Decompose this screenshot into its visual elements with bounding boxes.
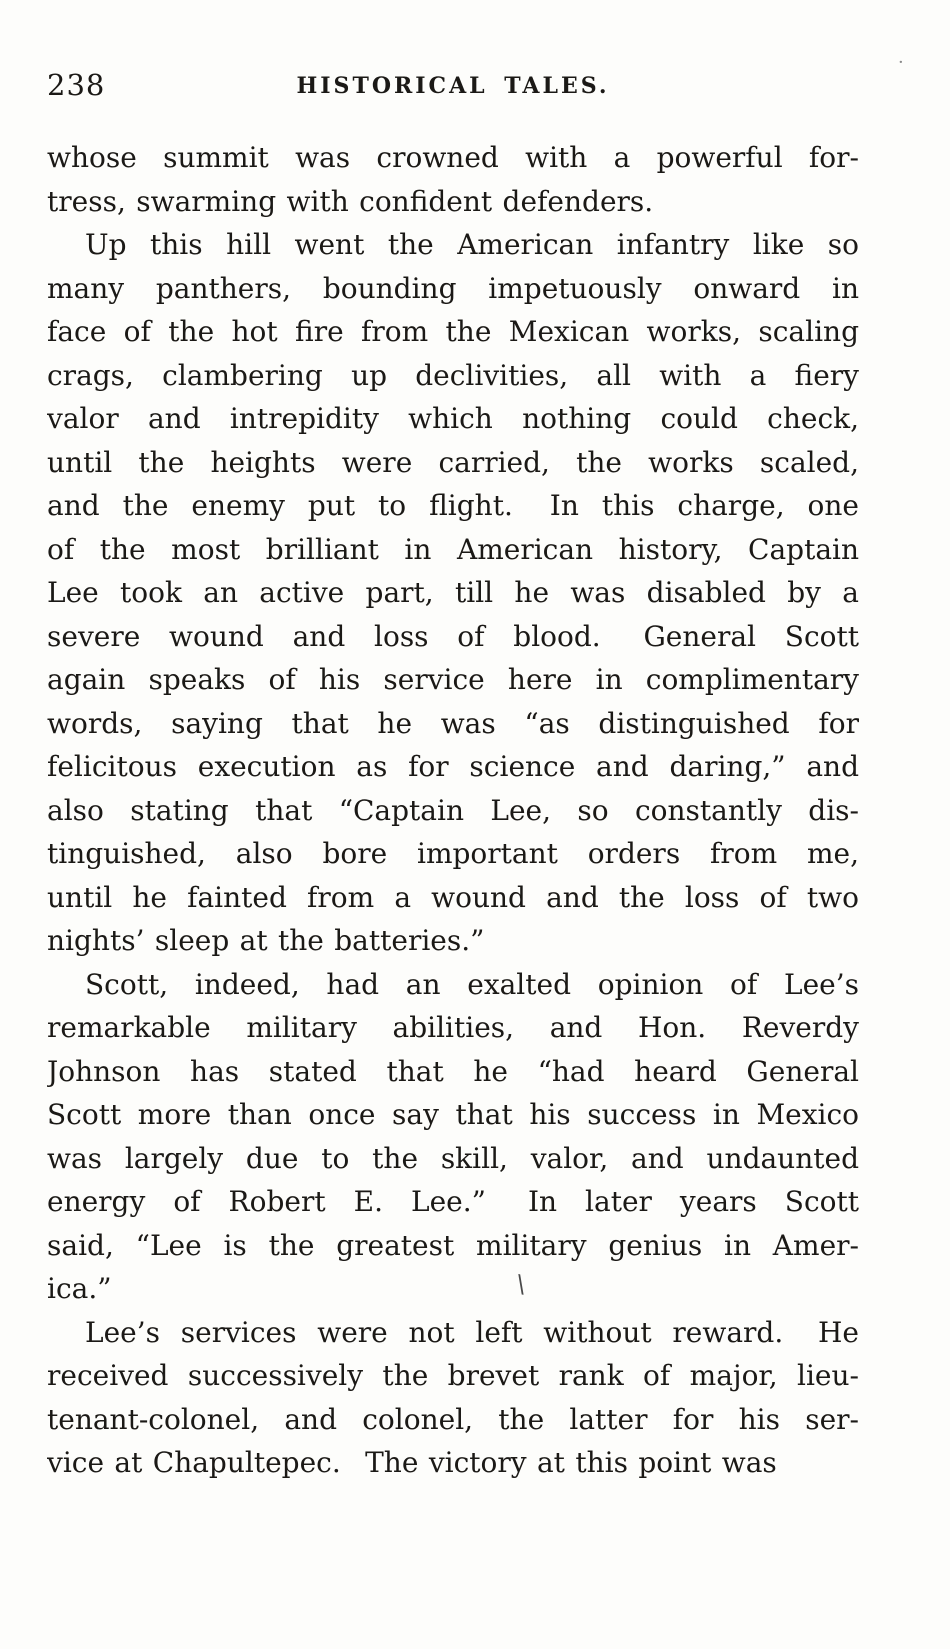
text-line: valor and intrepidity which nothing could check, [47, 402, 859, 435]
text-line: until he fainted from a wound and the loss of two [47, 880, 859, 914]
text-line: received successively the brevet rank of major, lieu- [47, 1359, 859, 1392]
text-line: felicitous execution as for science and daring,” and [47, 750, 859, 783]
text-line: of the most brilliant in American history, Captain [47, 532, 859, 566]
page-body [47, 136, 859, 1485]
text-line: until the heights were carried, the works scaled, [47, 445, 859, 479]
text-line: words, saying that he was “as distinguished for [47, 706, 859, 740]
text-line: whose summit was crowned with a powerful for- [47, 141, 859, 174]
text-line: vice at Chapultepec. The victory at this point was [47, 1446, 777, 1479]
scan-artifact-dot: · [898, 52, 904, 73]
scan-artifact-slash: \ [515, 1269, 528, 1299]
text-line: tinguished, also bore important orders from me, [47, 837, 859, 870]
text-line: tress, swarming with confident defenders. [47, 184, 654, 218]
text-line: again speaks of his service here in complimentary [47, 663, 859, 696]
text-line: and the enemy put to flight. In this charge, one [47, 489, 859, 522]
text-line: Lee’s services were not left without reward. He [85, 1315, 859, 1349]
text-line: was largely due to the skill, valor, and undaunted [47, 1141, 859, 1175]
text-line: Up this hill went the American infantry like so [85, 228, 859, 261]
text-line: said, “Lee is the greatest military genius in Amer- [47, 1228, 859, 1262]
text-line: Scott more than once say that his success in Mexico [47, 1098, 859, 1131]
text-line: Lee took an active part, till he was disabled by a [47, 576, 859, 609]
text-line: crags, clambering up declivities, all with a fiery [47, 358, 859, 392]
text-line: nights’ sleep at the batteries.” [47, 924, 485, 957]
text-line: Scott, indeed, had an exalted opinion of Lee’s [85, 967, 859, 1001]
text-line: face of the hot fire from the Mexican works, scaling [47, 315, 859, 348]
text-line: ica.” [47, 1272, 112, 1305]
text-line: Johnson has stated that he “had heard General [47, 1054, 859, 1088]
text-line: tenant-colonel, and colonel, the latter for his ser- [47, 1402, 859, 1436]
book-page [47, 0, 859, 1649]
text-line: energy of Robert E. Lee.” In later years Scott [47, 1185, 859, 1218]
page-header [47, 68, 859, 112]
page-number: 238 [47, 68, 106, 102]
text-line: remarkable military abilities, and Hon. Reverdy [47, 1011, 859, 1044]
text-line: many panthers, bounding impetuously onward in [47, 271, 859, 305]
text-line: severe wound and loss of blood. General Scott [47, 619, 859, 653]
text-line: also stating that “Captain Lee, so constantly dis- [47, 793, 859, 827]
running-head-title: HISTORICAL TALES. [296, 73, 610, 99]
